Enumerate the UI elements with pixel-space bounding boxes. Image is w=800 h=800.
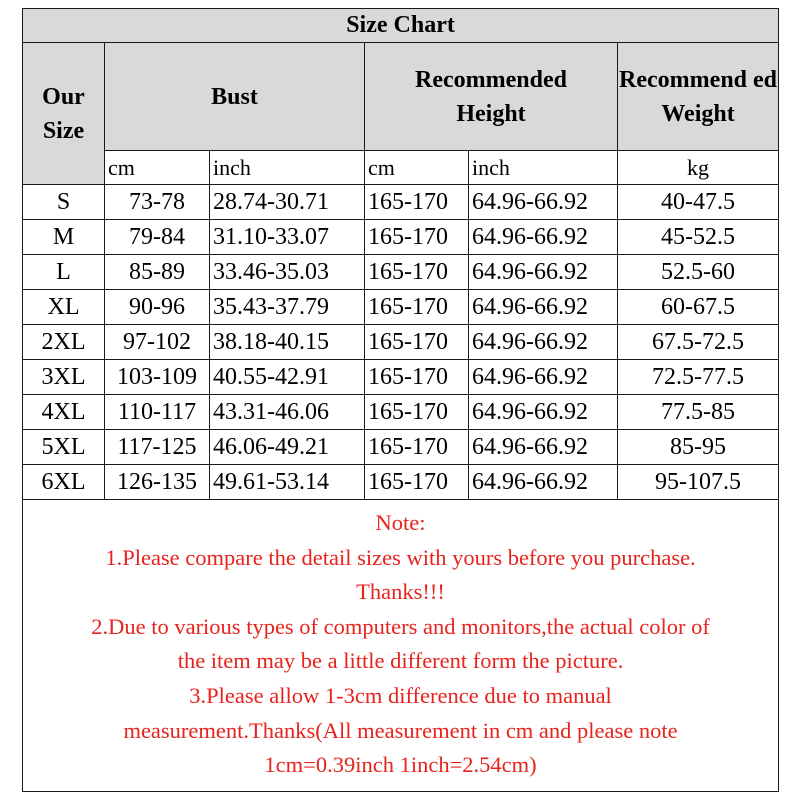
cell-height-inch: 64.96-66.92 (469, 255, 618, 290)
cell-height-inch: 64.96-66.92 (469, 325, 618, 360)
size-chart-table (22, 8, 779, 792)
table-row (23, 325, 779, 360)
cell-bust-inch: 40.55-42.91 (210, 360, 365, 395)
cell-height-cm: 165-170 (365, 430, 469, 465)
cell-bust-cm: 117-125 (105, 430, 210, 465)
note-line: Thanks!!! (356, 579, 445, 605)
note-line: Note: (375, 510, 426, 535)
cell-bust-inch: 43.31-46.06 (210, 395, 365, 430)
table-row (23, 185, 779, 220)
unit-height-inch: inch (469, 151, 618, 185)
cell-weight: 45-52.5 (618, 220, 779, 255)
cell-bust-inch: 49.61-53.14 (210, 465, 365, 500)
cell-weight: 60-67.5 (618, 290, 779, 325)
table-row (23, 290, 779, 325)
cell-bust-cm: 90-96 (105, 290, 210, 325)
table-row (23, 395, 779, 430)
cell-bust-cm: 126-135 (105, 465, 210, 500)
cell-size: L (23, 255, 105, 290)
cell-bust-cm: 79-84 (105, 220, 210, 255)
cell-height-cm: 165-170 (365, 255, 469, 290)
cell-weight: 85-95 (618, 430, 779, 465)
cell-bust-inch: 28.74-30.71 (210, 185, 365, 220)
cell-height-inch: 64.96-66.92 (469, 395, 618, 430)
cell-weight: 77.5-85 (618, 395, 779, 430)
cell-height-cm: 165-170 (365, 290, 469, 325)
cell-height-cm: 165-170 (365, 220, 469, 255)
size-rows (23, 185, 779, 500)
unit-bust-inch: inch (210, 151, 365, 185)
header-recommended-height: Recommended Height (365, 43, 618, 151)
cell-bust-inch: 46.06-49.21 (210, 430, 365, 465)
cell-size: 6XL (23, 465, 105, 500)
cell-weight: 67.5-72.5 (618, 325, 779, 360)
cell-height-inch: 64.96-66.92 (469, 360, 618, 395)
note-box (23, 500, 779, 792)
table-row (23, 220, 779, 255)
unit-weight-kg: kg (618, 151, 779, 185)
cell-size: 3XL (23, 360, 105, 395)
cell-bust-cm: 97-102 (105, 325, 210, 360)
cell-height-inch: 64.96-66.92 (469, 465, 618, 500)
cell-bust-cm: 110-117 (105, 395, 210, 430)
header-our-size: Our Size (23, 43, 105, 185)
cell-weight: 40-47.5 (618, 185, 779, 220)
cell-size: 4XL (23, 395, 105, 430)
cell-bust-cm: 103-109 (105, 360, 210, 395)
cell-height-cm: 165-170 (365, 465, 469, 500)
cell-height-cm: 165-170 (365, 395, 469, 430)
table-row (23, 465, 779, 500)
cell-size: 5XL (23, 430, 105, 465)
table-row (23, 255, 779, 290)
cell-bust-inch: 35.43-37.79 (210, 290, 365, 325)
cell-bust-cm: 73-78 (105, 185, 210, 220)
cell-height-inch: 64.96-66.92 (469, 185, 618, 220)
note-line: 1.Please compare the detail sizes with yours before you purchase. (105, 544, 696, 570)
cell-height-inch: 64.96-66.92 (469, 290, 618, 325)
note-line: 3.Please allow 1-3cm difference due to manual (189, 682, 612, 708)
cell-weight: 95-107.5 (618, 465, 779, 500)
note-line: 2.Due to various types of computers and monitors,the actual color of (91, 613, 710, 639)
header-recommended-weight: Recommend ed Weight (618, 43, 779, 151)
cell-weight: 52.5-60 (618, 255, 779, 290)
cell-height-cm: 165-170 (365, 360, 469, 395)
note-line: measurement.Thanks(All measurement in cm and please note (123, 717, 678, 743)
cell-height-inch: 64.96-66.92 (469, 430, 618, 465)
cell-bust-cm: 85-89 (105, 255, 210, 290)
note-line: the item may be a little different form the picture. (177, 648, 624, 674)
cell-height-inch: 64.96-66.92 (469, 220, 618, 255)
cell-bust-inch: 38.18-40.15 (210, 325, 365, 360)
cell-size: 2XL (23, 325, 105, 360)
table-row (23, 360, 779, 395)
table-row (23, 430, 779, 465)
cell-size: XL (23, 290, 105, 325)
cell-bust-inch: 33.46-35.03 (210, 255, 365, 290)
cell-bust-inch: 31.10-33.07 (210, 220, 365, 255)
header-bust: Bust (105, 43, 365, 151)
cell-size: M (23, 220, 105, 255)
cell-height-cm: 165-170 (365, 185, 469, 220)
unit-height-cm: cm (365, 151, 469, 185)
cell-weight: 72.5-77.5 (618, 360, 779, 395)
note-line: 1cm=0.39inch 1inch=2.54cm) (264, 752, 537, 778)
cell-height-cm: 165-170 (365, 325, 469, 360)
size-chart-sheet (22, 8, 778, 795)
cell-size: S (23, 185, 105, 220)
chart-title: Size Chart (23, 9, 779, 43)
unit-bust-cm: cm (105, 151, 210, 185)
